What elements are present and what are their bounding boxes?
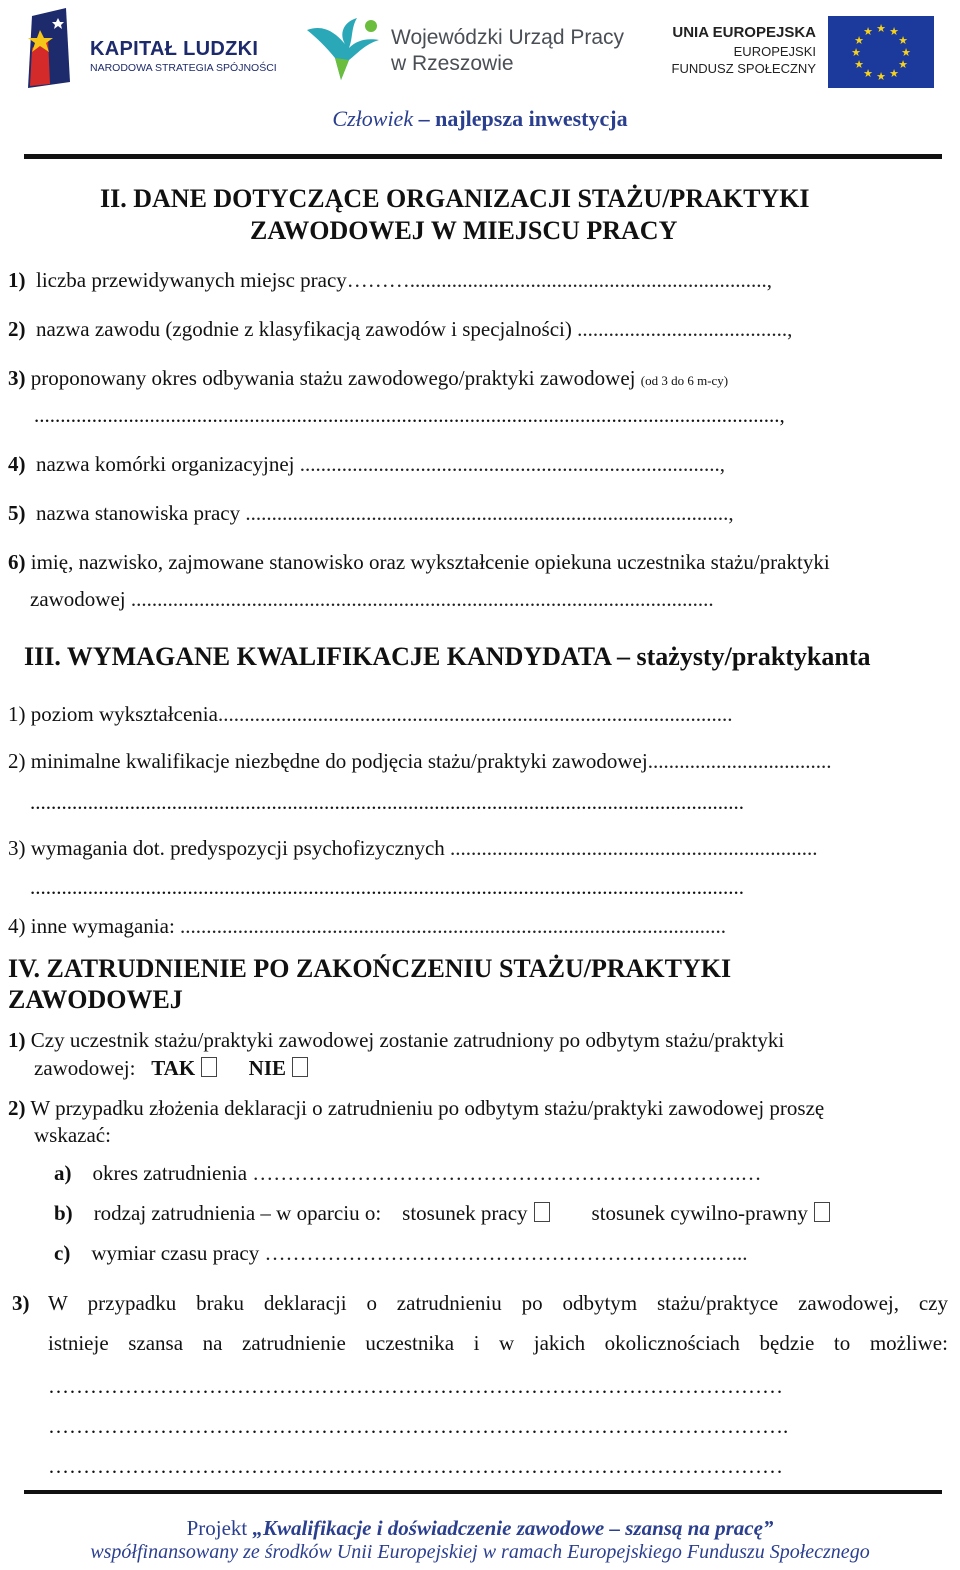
s3-item-3-fill: ...................................................................... — [444, 836, 818, 860]
q3-word: uczestnika — [365, 1331, 455, 1355]
s3-item-2-fill: ................................... — [647, 749, 832, 773]
s4-q2-item-c — [54, 1241, 748, 1266]
item-b-option2-label: stosunek cywilno-prawny — [591, 1201, 808, 1225]
checkbox-no[interactable] — [292, 1057, 308, 1077]
svg-text:★: ★ — [863, 67, 873, 80]
motto-italic: Człowiek — [332, 106, 414, 131]
s4-question-1: 1) Czy uczestnik stażu/praktyki zawodowej zostanie zatrudniony po odbytym stażu/praktyki — [8, 1028, 785, 1052]
checkbox-civil-contract[interactable] — [814, 1202, 830, 1222]
motto — [0, 106, 960, 132]
q3-word: braku — [196, 1291, 244, 1315]
eu-fund-line2: FUNDUSZ SPOŁECZNY — [671, 61, 816, 76]
s3-item-1: 1) poziom wykształcenia.................................................................................................. — [8, 702, 733, 726]
q3-word: okolicznościach — [604, 1331, 740, 1355]
svg-text:★: ★ — [876, 22, 886, 35]
section-2-title-line2: ZAWODOWEJ W MIEJSCU PRACY — [250, 216, 678, 245]
s3-item-1-label: poziom wykształcenia — [30, 702, 218, 726]
q3-word: jakich — [533, 1331, 586, 1355]
s2-item-4-label: nazwa komórki organizacyjnej — [36, 452, 295, 476]
item-a-label: a) — [54, 1161, 72, 1185]
footer-divider — [24, 1490, 942, 1494]
s2-item-3-label: proponowany okres odbywania stażu zawodowego/praktyki zawodowej — [30, 366, 636, 390]
q3-word: odbytym — [562, 1291, 638, 1315]
footer-project-prefix: Projekt — [186, 1516, 253, 1540]
s2-item-5-fill: ............................................................................................, — [240, 501, 734, 525]
s4-question-1-cont — [34, 1056, 308, 1081]
q3-word: deklaracji — [263, 1291, 347, 1315]
s4-q3-fill-1: …………………………………………………………………………………………… — [48, 1374, 783, 1398]
s3-item-4-label: inne wymagania: — [30, 914, 175, 938]
q3-word: szansa — [128, 1331, 184, 1355]
s4-q3-line1 — [48, 1291, 948, 1316]
q3-word: to — [833, 1331, 851, 1355]
eu-fund-line1: EUROPEJSKI — [733, 44, 816, 59]
section-2-title-line1: II. DANE DOTYCZĄCE ORGANIZACJI STAŻU/PRAKTYKI — [100, 184, 810, 213]
s4-q2-item-b — [54, 1201, 830, 1226]
checkbox-yes[interactable] — [201, 1057, 217, 1077]
q3-word: o — [366, 1291, 377, 1315]
s3-item-3-cont: ........................................................................................................................................ — [30, 875, 744, 899]
s3-item-2-label: minimalne kwalifikacje niezbędne do podjęcia stażu/praktyki zawodowej — [30, 749, 648, 773]
option-yes-label: TAK — [151, 1056, 196, 1080]
svg-text:★: ★ — [854, 58, 864, 71]
q3-word: będzie — [759, 1331, 815, 1355]
q3-word: po — [521, 1291, 543, 1315]
s4-q1-text: Czy uczestnik stażu/praktyki zawodowej zostanie zatrudniony po odbytym stażu/praktyki — [30, 1028, 785, 1052]
section-3-title-sub: – stażysty/praktykanta — [610, 642, 871, 671]
q3-word: na — [202, 1331, 223, 1355]
s4-q3-num: 3) — [12, 1291, 30, 1315]
eu-title: UNIA EUROPEJSKA — [672, 24, 816, 41]
q3-word: istnieje — [48, 1331, 109, 1355]
item-b-text: rodzaj zatrudnienia – w oparciu o: — [93, 1201, 382, 1225]
s2-item-6-cont — [30, 587, 714, 612]
eu-flag-icon — [828, 16, 934, 88]
section-4-title-line1: IV. ZATRUDNIENIE PO ZAKOŃCZENIU STAŻU/PRAKTYKI — [8, 954, 732, 983]
s3-item-3-label: wymagania dot. predyspozycji psychofizycznych — [30, 836, 445, 860]
q3-word: i — [473, 1331, 480, 1355]
wup-name-line1: Wojewódzki Urząd Pracy — [391, 26, 625, 49]
wup-rzeszow-logo — [305, 14, 645, 86]
s2-item-6-label-cont: zawodowej — [30, 587, 126, 611]
svg-text:★: ★ — [863, 25, 873, 38]
s4-q2-text: W przypadku złożenia deklaracji o zatrudnieniu po odbytym stażu/praktyki zawodowej proszę — [30, 1096, 825, 1120]
q3-word: czy — [918, 1291, 948, 1315]
q3-word: zawodowej, — [798, 1291, 899, 1315]
s3-item-2: 2) minimalne kwalifikacje niezbędne do podjęcia stażu/praktyki zawodowej................................... — [8, 749, 832, 773]
q3-word: zatrudnienie — [242, 1331, 346, 1355]
s4-q3-fill-3: …………………………………………………………………………………………… — [48, 1454, 783, 1478]
svg-text:★: ★ — [898, 34, 908, 47]
s2-item-6: 6) imię, nazwisko, zajmowane stanowisko oraz wykształcenie opiekuna uczestnika stażu/praktyki — [8, 550, 830, 574]
s3-item-1-fill: .................................................................................................. — [217, 702, 733, 726]
svg-text:★: ★ — [901, 46, 911, 59]
s2-item-4-fill: ................................................................................, — [294, 452, 726, 476]
checkbox-employment-contract[interactable] — [534, 1202, 550, 1222]
s2-item-2-label: nazwa zawodu (zgodnie z klasyfikacją zawodów i specjalności) — [36, 317, 572, 341]
option-no-label: NIE — [248, 1056, 287, 1080]
s2-item-1-fill: ………...................................................................., — [346, 268, 773, 292]
q3-word: przypadku — [87, 1291, 177, 1315]
item-a-text: okres zatrudnienia — [92, 1161, 248, 1185]
svg-text:★: ★ — [889, 67, 899, 80]
svg-text:★: ★ — [876, 70, 886, 83]
s2-item-1-label: liczba przewidywanych miejsc pracy — [36, 268, 347, 292]
kapital-ludzki-logo — [22, 6, 282, 92]
s2-item-6-label: imię, nazwisko, zajmowane stanowisko oraz wykształcenie opiekuna uczestnika stażu/praktyki — [30, 550, 830, 574]
q3-word: stażu/praktyce — [656, 1291, 779, 1315]
wup-name-line2: w Rzeszowie — [391, 52, 514, 75]
item-c-text: wymiar czasu pracy — [91, 1241, 260, 1265]
item-c-fill: ……………………………………………………….…... — [259, 1241, 748, 1265]
s4-q2-item-a — [54, 1161, 762, 1186]
s2-item-1: 1) liczba przewidywanych miejsc pracy………...................................................................., — [8, 268, 773, 292]
s4-q2-text-cont: wskazać: — [34, 1123, 111, 1147]
kapital-ludzki-subtitle: NARODOWA STRATEGIA SPÓJNOŚCI — [90, 62, 277, 74]
item-b-label: b) — [54, 1201, 73, 1225]
footer-project — [0, 1516, 960, 1541]
section-3-title — [24, 642, 871, 672]
s4-q3-line2 — [48, 1331, 948, 1356]
svg-text:★: ★ — [898, 58, 908, 71]
item-a-fill: …………………………………………………………….… — [247, 1161, 762, 1185]
wup-bird-icon — [305, 14, 385, 84]
kapital-ludzki-flag-icon — [26, 8, 74, 88]
s2-item-4: 4) nazwa komórki organizacyjnej ................................................................................, — [8, 452, 726, 476]
s4-q3-number — [12, 1291, 30, 1316]
footer-cofinance: współfinansowany ze środków Unii Europejskiej w ramach Europejskiego Funduszu Społecznego — [90, 1541, 870, 1563]
s3-item-3: 3) wymagania dot. predyspozycji psychofizycznych ...................................................................... — [8, 836, 818, 860]
s3-item-4-fill: ........................................................................................................ — [174, 914, 727, 938]
motto-bold: – najlepsza inwestycja — [418, 106, 628, 131]
s4-q3-fill-2: ……………………………………………………………………………………………. — [48, 1414, 789, 1438]
svg-text:★: ★ — [851, 46, 861, 59]
s2-item-5: 5) nazwa stanowiska pracy ............................................................................................, — [8, 501, 734, 525]
footer-project-title: „Kwalifikacje i doświadczenie zawodowe – szansą na pracę” — [252, 1516, 774, 1540]
s2-item-6-fill: ............................................................................................................... — [125, 587, 714, 611]
svg-text:★: ★ — [854, 34, 864, 47]
section-4-title-line2: ZAWODOWEJ — [8, 985, 183, 1014]
item-c-label: c) — [54, 1241, 71, 1265]
s2-item-2-fill: ........................................, — [571, 317, 793, 341]
s2-item-2: 2) nazwa zawodu (zgodnie z klasyfikacją zawodów i specjalności) ........................................, — [8, 317, 793, 341]
item-b-option1-label: stosunek pracy — [402, 1201, 528, 1225]
q3-word: możliwe: — [869, 1331, 948, 1355]
s2-item-5-label: nazwa stanowiska pracy — [36, 501, 241, 525]
svg-text:★: ★ — [889, 25, 899, 38]
q3-word: zatrudnieniu — [396, 1291, 502, 1315]
section-3-title-main: III. WYMAGANE KWALIFIKACJE KANDYDATA — [24, 642, 611, 671]
s2-item-3-fill: .............................................................................................................................................., — [34, 403, 785, 427]
s3-item-4: 4) inne wymagania: ........................................................................................................ — [8, 914, 727, 938]
header-divider — [24, 154, 942, 159]
s2-item-3-note: (od 3 do 6 m-cy) — [640, 373, 729, 388]
s4-q1-text-cont: zawodowej: — [34, 1056, 136, 1080]
kapital-ludzki-title: KAPITAŁ LUDZKI — [90, 38, 259, 60]
s4-question-2: 2) W przypadku złożenia deklaracji o zatrudnieniu po odbytym stażu/praktyki zawodowej proszę — [8, 1096, 825, 1120]
q3-word: w — [499, 1331, 515, 1355]
eu-logo — [668, 14, 938, 90]
s2-item-3: 3) proponowany okres odbywania stażu zawodowego/praktyki zawodowej (od 3 do 6 m-cy) — [8, 366, 729, 390]
s3-item-2-cont: ........................................................................................................................................ — [30, 790, 744, 814]
q3-word: W — [48, 1291, 68, 1315]
